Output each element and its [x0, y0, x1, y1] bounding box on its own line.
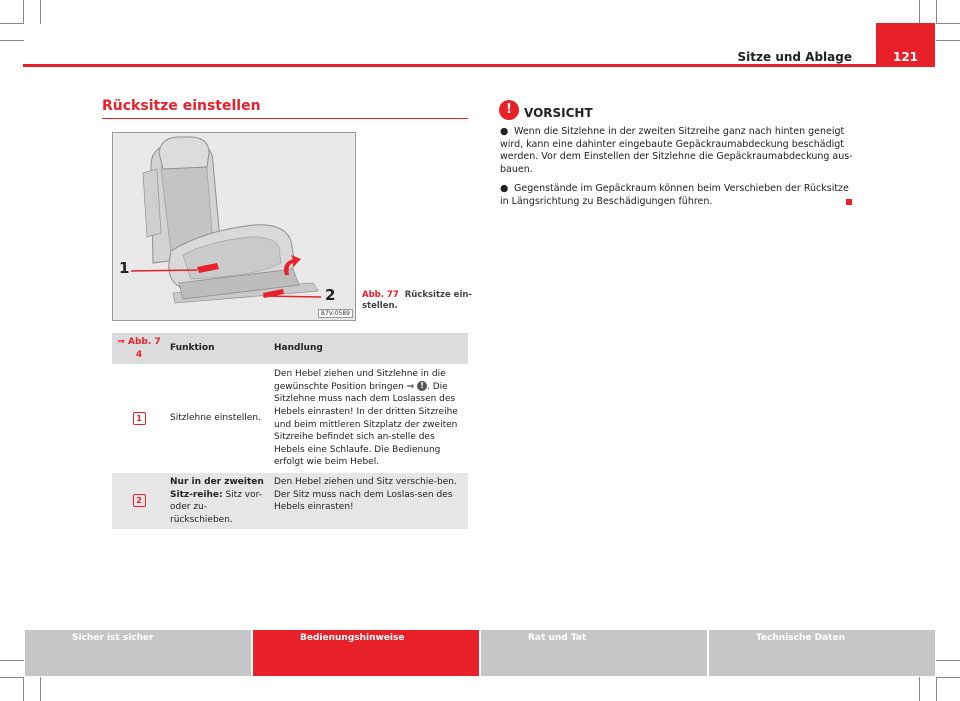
page-number-box — [876, 23, 935, 67]
row-function-rest: Sitz vor- oder zu-rückschieben. — [170, 489, 262, 525]
crop-mark — [919, 0, 920, 24]
row-number-badge: 1 — [133, 412, 146, 425]
header-ref[interactable] — [112, 333, 166, 365]
crop-mark — [936, 23, 960, 24]
caution-bullet-2 — [500, 183, 860, 208]
seat-illustration — [112, 132, 356, 321]
figure-code: B7V-0589 — [318, 309, 353, 318]
running-header-title: Sitze und Ablage — [737, 50, 852, 64]
table-row — [112, 472, 468, 529]
crop-mark — [0, 660, 24, 661]
crop-mark — [936, 0, 937, 24]
row-action — [270, 365, 468, 473]
caption-label: Abb. 77 — [362, 290, 399, 300]
figure-caption — [362, 290, 472, 312]
header-function: Funktion — [166, 333, 270, 365]
section-title: Rücksitze einstellen — [102, 98, 261, 114]
function-table — [112, 333, 468, 529]
bullet-icon: ● — [500, 183, 509, 194]
crop-mark — [0, 40, 24, 41]
header-action: Handlung — [270, 333, 468, 365]
row-action-text-b: . Die Sitzlehne muss nach dem Loslassen des Hebels einrasten! In der dritten Sitzreihe und beim mittleren Sitzplatz der zweiten Sitzreihe befindet sich an-stelle des Hebels eine Schlaufe. Die Bedienung erfolgt wie beim Hebel. — [274, 381, 458, 468]
crop-mark — [23, 677, 24, 701]
caution-ref-icon[interactable]: ! — [417, 381, 427, 391]
header-rule — [23, 64, 935, 67]
crop-mark — [936, 40, 960, 41]
crop-mark — [23, 0, 24, 24]
seat-drawing — [113, 133, 355, 320]
caution-bullet-text: Wenn die Sitzlehne in der zweiten Sitzreihe ganz nach hinten geneigt wird, kann eine dahinter eingebaute Gepäckraumabdeckung beschädigt werden. Vor dem Einstellen der Sitzlehne die Gepäckraumabdeckung aus-bauen. — [500, 126, 853, 176]
row-function-bold: Nur in der zweiten Sitz-reihe: — [170, 476, 264, 500]
row-action: Den Hebel ziehen und Sitz verschie-ben. Der Sitz muss nach dem Loslas-sen des Hebels einrasten! — [270, 472, 468, 529]
header-ref-line1: ⇒ Abb. 7 — [117, 337, 161, 347]
caution-icon: ! — [499, 100, 519, 120]
caption-text-2: stellen. — [362, 301, 398, 311]
tab-bedienungshinweise[interactable]: Bedienungshinweise — [253, 630, 479, 676]
tab-sicher-ist-sicher[interactable]: Sicher ist sicher — [25, 630, 251, 676]
row-action-text-a: Den Hebel ziehen und Sitzlehne in die gewünschte Position bringen ⇒ — [274, 369, 446, 392]
tab-rat-und-tat[interactable]: Rat und Tat — [481, 630, 707, 676]
tab-technische-daten[interactable]: Technische Daten — [709, 630, 935, 676]
caption-text-1: Rücksitze ein- — [404, 290, 472, 300]
row-function: Sitzlehne einstellen. — [166, 365, 270, 473]
caution-title: VORSICHT — [524, 106, 593, 120]
row-number-badge: 2 — [133, 494, 146, 507]
callout-number-2: 2 — [325, 286, 336, 304]
callout-number-1: 1 — [119, 259, 130, 277]
bullet-icon: ● — [500, 126, 509, 137]
crop-mark — [0, 23, 24, 24]
header-ref-line2: 4 — [135, 349, 143, 360]
page-number: 121 — [892, 50, 919, 64]
caution-bullet-1 — [500, 126, 860, 177]
row-function — [166, 472, 270, 529]
section-end-marker — [846, 199, 852, 205]
table-row — [112, 365, 468, 473]
crop-mark — [40, 0, 41, 24]
footer-chapter-tabs — [25, 630, 935, 676]
crop-mark — [40, 677, 41, 701]
crop-mark — [919, 677, 920, 701]
caution-bullet-text: Gegenstände im Gepäckraum können beim Verschieben der Rücksitze in Längsrichtung zu Beschädigungen führen. — [500, 183, 849, 207]
crop-mark — [936, 660, 960, 661]
section-title-rule — [102, 118, 468, 119]
crop-mark — [936, 677, 960, 678]
crop-mark — [936, 677, 937, 701]
table-header-row — [112, 333, 468, 365]
crop-mark — [0, 677, 24, 678]
